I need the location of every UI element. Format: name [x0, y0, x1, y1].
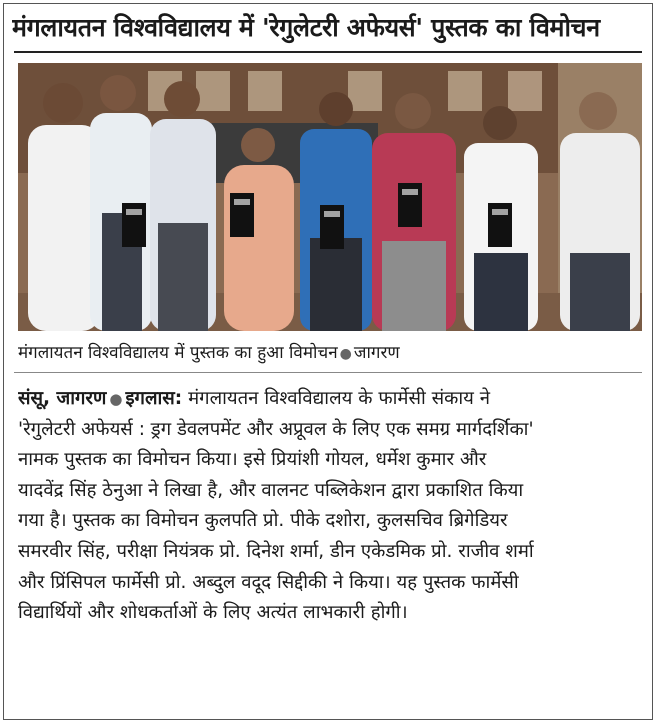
photo-caption	[18, 337, 642, 369]
bullet-icon: ●	[339, 346, 352, 362]
headline: मंगलायतन विश्वविद्यालय में 'रेगुलेटरी अफेयर्स' पुस्तक का विमोचन	[12, 13, 600, 42]
event-photo	[18, 63, 642, 331]
body-line: विद्यार्थियों और शोधकर्ताओं के लिए अत्यंत लाभकारी होगी।	[18, 602, 408, 624]
headline-rule	[14, 51, 642, 53]
caption-credit: जागरण	[353, 343, 400, 363]
body-line: और प्रिंसिपल फार्मेसी प्रो. अब्दुल वदूद सिद्दीकी ने किया। यह पुस्तक फार्मेसी	[18, 571, 519, 593]
article-body	[18, 384, 642, 629]
dateline-location: इगलास:	[125, 388, 183, 409]
body-line-text: मंगलायतन विश्वविद्यालय के फार्मेसी संकाय ने	[188, 388, 491, 409]
caption-text: मंगलायतन विश्वविद्यालय में पुस्तक का हुआ विमोचन	[18, 343, 338, 363]
dateline-place: संसू, जागरण	[18, 388, 107, 409]
caption-rule	[14, 372, 642, 373]
body-line	[18, 384, 642, 415]
body-line: यादवेंद्र सिंह ठेनुआ ने लिखा है, और वालनट पब्लिकेशन द्वारा प्रकाशित किया	[18, 479, 524, 501]
body-line: नामक पुस्तक का विमोचन किया। इसे प्रियांशी गोयल, धर्मेश कुमार और	[18, 449, 487, 471]
body-line: समरवीर सिंह, परीक्षा नियंत्रक प्रो. दिनेश शर्मा, डीन एकेडमिक प्रो. राजीव शर्मा	[18, 540, 534, 562]
bullet-icon: ●	[109, 390, 123, 408]
body-line: 'रेगुलेटरी अफेयर्स : ड्रग डेवलपमेंट और अप्रूवल के लिए एक समग्र मार्गदर्शिका'	[18, 418, 534, 440]
body-line: गया है। पुस्तक का विमोचन कुलपति प्रो. पीके दशोरा, कुलसचिव ब्रिगेडियर	[18, 510, 508, 532]
